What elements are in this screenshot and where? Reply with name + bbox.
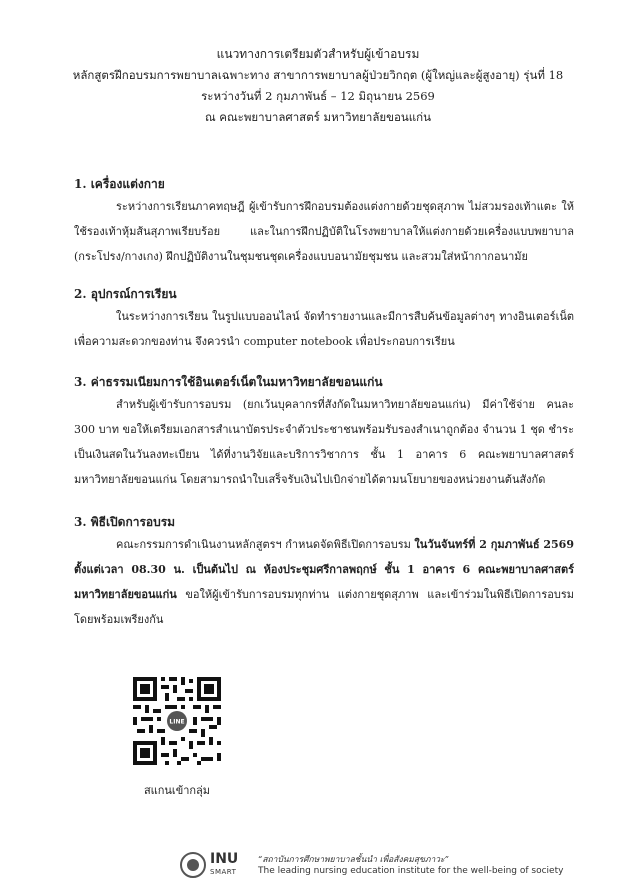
line-label: LINE [169,718,185,726]
qr-code-icon[interactable] [131,675,223,767]
slogan-english: The leading nursing education institute for the well-being of society [258,866,564,876]
slogan-thai: “สถาบันการศึกษาพยาบาลชั้นนำ เพื่อสังคมสุขภาวะ” [258,855,449,865]
section-heading: 3. ค่าธรรมเนียมการใช้อินเตอร์เน็ตในมหาวิทยาลัยขอนแก่น [74,375,383,389]
section-text: สำหรับผู้เข้ารับการอบรม (ยกเว้นบุคลากรที่สังกัดในมหาวิทยาลัยขอนแก่น) มีค่าใช้จ่าย คนละ 300 บาท ขอให้เตรียมเอกสารสำเนาบัตรประจำตัวประชาชนพร้อมรับรองสำเนาถูกต้อง จำนวน 1 ชุด ชำระเป็นเงินสดในวันลงทะเบียน ได้ที่งานวิจัยและบริการวิชาการ ชั้น 1 อาคาร 6 คณะพยาบาลศาสตร์ มหาวิทยาลัยขอนแก่น โดยสามารถนำใบเสร็จรับเงินไปเบิกจ่ายได้ตามนโยบายของหน่วยงานต้นสังกัด [74,398,574,486]
section-text-bold: ในวันจันทร์ที่ 2 กุมภาพันธ์ 2569 ตั้งแต่เวลา 08.30 น. เป็นต้นไป ณ ห้องประชุมศรีกาลพฤกษ์ ชั้น 1 อาคาร 6 คณะพยาบาลศาสตร์ มหาวิทยาลัยขอนแก่น [74,538,574,601]
section-equipment [74,284,574,354]
section-internet-fee [74,372,574,492]
section-text: ในระหว่างการเรียน ในรูปแบบออนไลน์ จัดทำรายงานและมีการสืบค้นข้อมูลต่างๆ ทางอินเตอร์เน็ต เพื่อความสะดวกของท่าน จึงควรนำ computer notebook เพื่อประกอบการเรียน [74,310,574,348]
qr-block [131,675,223,799]
logo-subtext: SMART [210,868,237,876]
footer [180,848,610,884]
course-dates: ระหว่างวันที่ 2 กุมภาพันธ์ – 12 มิถุนายน 2569 [201,89,435,103]
document-title: แนวทางการเตรียมตัวสำหรับผู้เข้าอบรม [216,47,420,61]
section-text-end: ขอให้ผู้เข้ารับการอบรมทุกท่าน แต่งกายชุดสุภาพ และเข้าร่วมในพิธีเปิดการอบรมโดยพร้อมเพรียงกัน [74,588,574,626]
section-text: ระหว่างการเรียนภาคทฤษฎี ผู้เข้ารับการฝึกอบรมต้องแต่งกายด้วยชุดสุภาพ ไม่สวมรองเท้าแตะ ให้ใช้รองเท้าหุ้มส้นสุภาพเรียบร้อย และในการฝึกปฏิบัติในโรงพยาบาลให้แต่งกายด้วยเครื่องแบบพยาบาล (กระโปรง/กางเกง) ฝึกปฏิบัติงานในชุมชนชุดเครื่องแบบอนามัยชุมชน และสวมใส่หน้ากากอนามัย [74,200,574,263]
inu-logo-icon [180,852,206,878]
section-dress-code [74,174,574,269]
course-venue: ณ คณะพยาบาลศาสตร์ มหาวิทยาลัยขอนแก่น [204,110,432,124]
section-heading: 3. พิธีเปิดการอบรม [74,515,176,529]
document-header [40,44,596,128]
section-text: คณะกรรมการดำเนินงานหลักสูตรฯ กำหนดจัดพิธีเปิดการอบรม [116,538,415,551]
course-name: หลักสูตรฝึกอบรมการพยาบาลเฉพาะทาง สาขาการพยาบาลผู้ป่วยวิกฤต (ผู้ใหญ่และผู้สูงอายุ) รุ่นที่ 18 [72,68,564,82]
section-heading: 2. อุปกรณ์การเรียน [74,287,177,301]
section-opening-ceremony [74,512,574,632]
qr-caption: สแกนเข้ากลุ่ม [143,784,211,797]
logo-text: INU [210,851,239,867]
section-heading: 1. เครื่องแต่งกาย [74,177,165,191]
